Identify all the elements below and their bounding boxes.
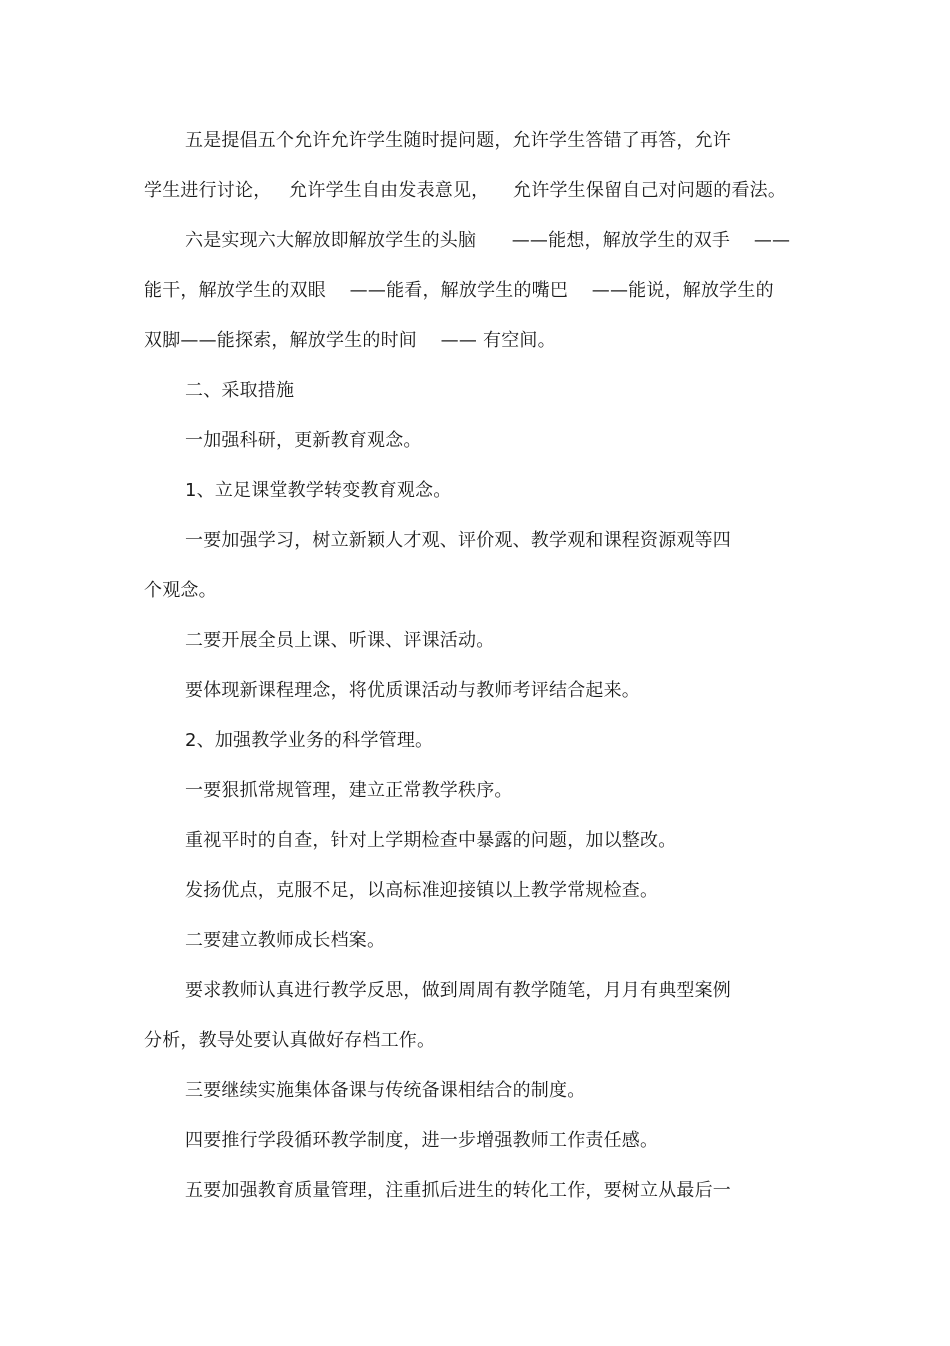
paragraph-line: 一要狠抓常规管理，建立正常教学秩序。 — [185, 780, 513, 801]
paragraph-line: 分析，教导处要认真做好存档工作。 — [144, 1030, 436, 1051]
paragraph-line: 一加强科研，更新教育观念。 — [185, 430, 422, 451]
paragraph-line: 五是提倡五个允许允许学生随时提问题，允许学生答错了再答，允许 — [185, 130, 731, 151]
paragraph-line: 一要加强学习，树立新颖人才观、评价观、教学观和课程资源观等四 — [185, 530, 731, 551]
paragraph-line: 四要推行学段循环教学制度，进一步增强教师工作责任感。 — [185, 1130, 659, 1151]
section-heading: 二、采取措施 — [185, 380, 295, 401]
paragraph-line: 五要加强教育质量管理，注重抓后进生的转化工作，要树立从最后一 — [185, 1180, 731, 1201]
paragraph-line: 二要建立教师成长档案。 — [185, 930, 386, 951]
paragraph-line: 个观念。 — [144, 580, 217, 601]
paragraph-line: 能干，解放学生的双眼 ——能看，解放学生的嘴巴 ——能说，解放学生的 — [144, 280, 774, 301]
paragraph-line: 发扬优点，克服不足，以高标准迎接镇以上教学常规检查。 — [185, 880, 659, 901]
paragraph-line: 六是实现六大解放即解放学生的头脑 ——能想，解放学生的双手 —— — [185, 230, 791, 251]
paragraph-line: 要求教师认真进行教学反思，做到周周有教学随笔，月月有典型案例 — [185, 980, 731, 1001]
paragraph-line: 2、加强教学业务的科学管理。 — [185, 730, 434, 751]
paragraph-line: 三要继续实施集体备课与传统备课相结合的制度。 — [185, 1080, 586, 1101]
paragraph-line: 双脚——能探索，解放学生的时间 —— 有空间。 — [144, 330, 556, 351]
paragraph-line: 要体现新课程理念，将优质课活动与教师考评结合起来。 — [185, 680, 640, 701]
paragraph-line: 二要开展全员上课、听课、评课活动。 — [185, 630, 495, 651]
paragraph-line: 学生进行讨论， 允许学生自由发表意见， 允许学生保留自己对问题的看法。 — [144, 180, 787, 201]
paragraph-line: 重视平时的自查，针对上学期检查中暴露的问题，加以整改。 — [185, 830, 677, 851]
paragraph-line: 1、立足课堂教学转变教育观念。 — [185, 480, 452, 501]
